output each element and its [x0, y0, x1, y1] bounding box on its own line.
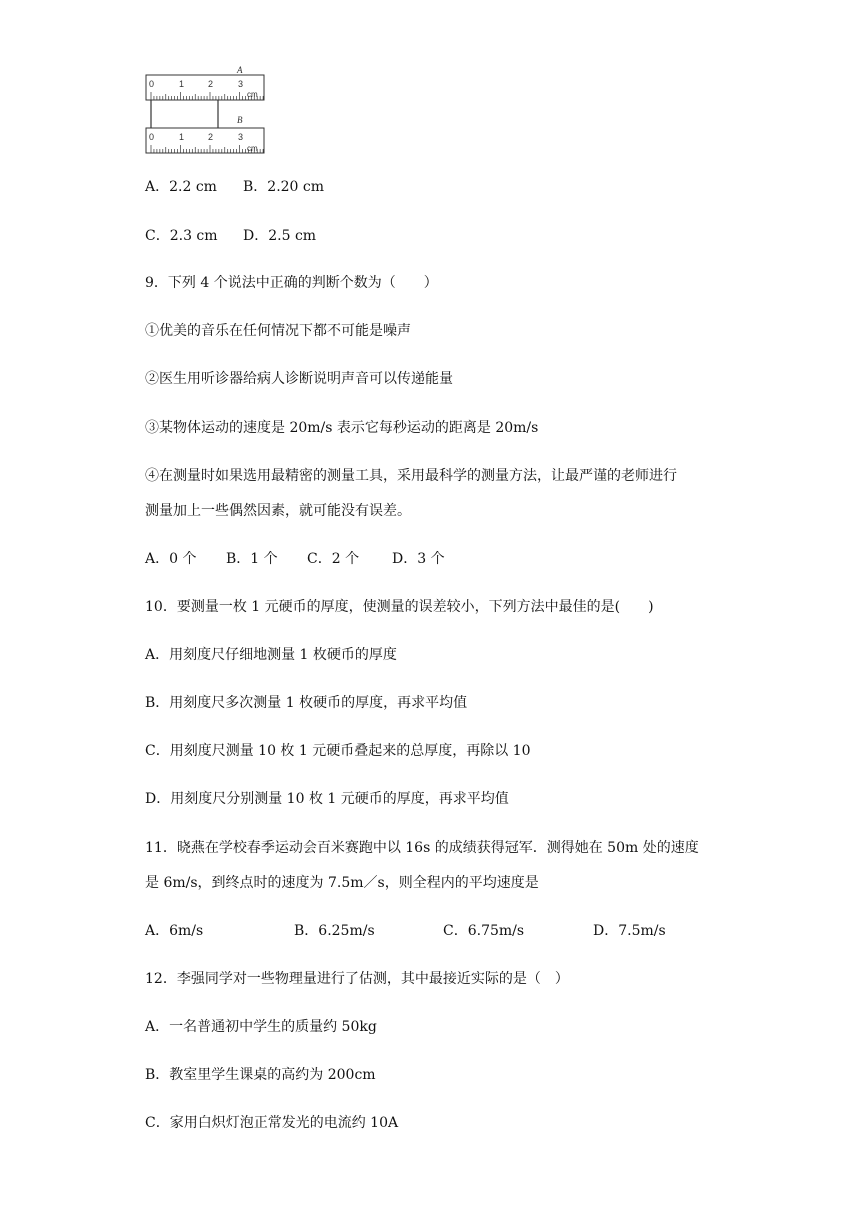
- q8-option-d[interactable]: [243, 226, 316, 246]
- option-text: 6.25m/s: [318, 923, 375, 939]
- q11-stem-line-2: 是 6m/s，到终点时的速度为 7.5m／s，则全程内的平均速度是: [145, 875, 539, 891]
- ruler-a-tick-0: 0: [149, 79, 155, 89]
- option-text: 2.20 cm: [267, 179, 325, 195]
- option-letter: C．: [443, 923, 468, 939]
- q9-option-b[interactable]: [226, 549, 278, 569]
- q12-option-a[interactable]: A．一名普通初中学生的质量约 50kg: [145, 1019, 377, 1035]
- option-text: 7.5m/s: [618, 923, 666, 939]
- q12-stem: 12．李强同学对一些物理量进行了估测，其中最接近实际的是（ ）: [145, 971, 569, 987]
- q12-option-b[interactable]: B．教室里学生课桌的高约为 200cm: [145, 1067, 376, 1083]
- option-letter: D．: [593, 923, 619, 939]
- option-text: 0 个: [169, 551, 197, 567]
- option-letter: A．: [145, 179, 170, 195]
- q9-option-c[interactable]: [307, 549, 359, 569]
- ruler-a: [146, 65, 264, 100]
- ruler-b-tick-3: 3: [238, 132, 244, 142]
- q12-option-c[interactable]: C．家用白炽灯泡正常发光的电流约 10A: [145, 1115, 399, 1131]
- ruler-a-tick-1: 1: [179, 79, 185, 89]
- ruler-b-unit: cm: [247, 144, 258, 153]
- q8-option-c[interactable]: [145, 226, 218, 246]
- q9-statement-3: ③某物体运动的速度是 20m/s 表示它每秒运动的距离是 20m/s: [145, 420, 539, 436]
- option-letter: C．: [145, 228, 170, 244]
- option-text: 6m/s: [169, 923, 204, 939]
- q8-option-a[interactable]: [145, 177, 217, 197]
- q9-option-a[interactable]: [145, 549, 196, 569]
- q9-stem: 9．下列 4 个说法中正确的判断个数为（ ）: [145, 275, 438, 291]
- q9-statement-4: ④在测量时如果选用最精密的测量工具，采用最科学的测量方法，让最严谨的老师进行: [145, 468, 677, 484]
- q11-option-b[interactable]: [294, 921, 375, 941]
- q10-option-a[interactable]: A．用刻度尺仔细地测量 1 枚硬币的厚度: [145, 647, 397, 663]
- q10-option-d[interactable]: D．用刻度尺分别测量 10 枚 1 元硬币的厚度，再求平均值: [145, 791, 509, 807]
- q9-statement-4-cont: 测量加上一些偶然因素，就可能没有误差。: [145, 503, 411, 519]
- q11-option-d[interactable]: [593, 921, 666, 941]
- option-letter: A．: [145, 551, 170, 567]
- option-text: 3 个: [417, 551, 445, 567]
- ruler-figure: [140, 62, 270, 158]
- ruler-a-tick-3: 3: [238, 79, 244, 89]
- option-text: 2 个: [331, 551, 360, 567]
- q9-statement-1: ①优美的音乐在任何情况下都不可能是噪声: [145, 323, 411, 339]
- ruler-a-unit: cm: [247, 90, 258, 99]
- q11-option-a[interactable]: [145, 921, 203, 941]
- option-letter: D．: [243, 228, 269, 244]
- option-letter: D．: [392, 551, 418, 567]
- ruler-a-tick-2: 2: [208, 79, 214, 89]
- ruler-b-label: B: [237, 115, 243, 125]
- measured-object: [151, 100, 218, 128]
- option-text: 2.3 cm: [169, 228, 218, 244]
- q10-option-c[interactable]: C．用刻度尺测量 10 枚 1 元硬币叠起来的总厚度，再除以 10: [145, 743, 531, 759]
- option-letter: B．: [243, 179, 268, 195]
- option-letter: B．: [294, 923, 319, 939]
- ruler-b: [146, 115, 264, 153]
- q9-statement-2: ②医生用听诊器给病人诊断说明声音可以传递能量: [145, 371, 453, 387]
- option-text: 6.75m/s: [467, 923, 525, 939]
- ruler-b-tick-1: 1: [179, 132, 185, 142]
- ruler-b-tick-0: 0: [149, 132, 155, 142]
- q10-option-b[interactable]: B．用刻度尺多次测量 1 枚硬币的厚度，再求平均值: [145, 695, 468, 711]
- q11-option-c[interactable]: [443, 921, 524, 941]
- option-text: 2.2 cm: [169, 179, 217, 195]
- option-text: 1 个: [250, 551, 278, 567]
- q8-option-b[interactable]: [243, 177, 324, 197]
- option-letter: A．: [145, 923, 170, 939]
- option-text: 2.5 cm: [268, 228, 317, 244]
- q11-stem-line-1: 11．晓燕在学校春季运动会百米赛跑中以 16s 的成绩获得冠军．测得她在 50m 处的速度: [145, 840, 699, 856]
- option-letter: B．: [226, 551, 251, 567]
- ruler-a-label: A: [237, 65, 243, 75]
- ruler-b-tick-2: 2: [208, 132, 214, 142]
- q10-stem: 10．要测量一枚 1 元硬币的厚度，使测量的误差较小，下列方法中最佳的是( ): [145, 599, 654, 615]
- option-letter: C．: [307, 551, 332, 567]
- q9-option-d[interactable]: [392, 549, 445, 569]
